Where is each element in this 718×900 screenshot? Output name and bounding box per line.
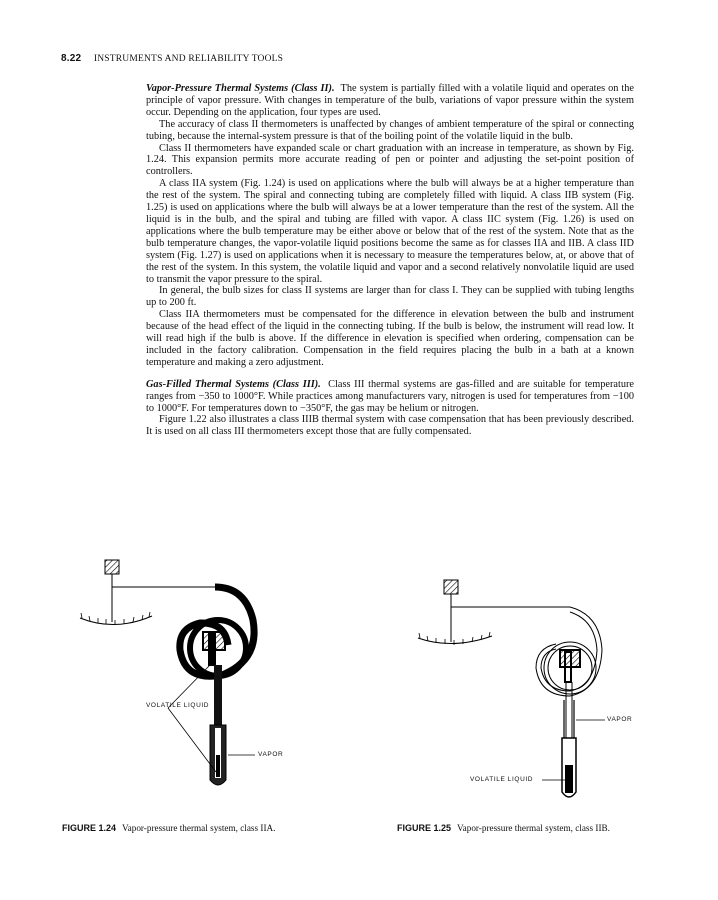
class2-paragraph-bulb-size: In general, the bulb sizes for class II systems are larger than for class I. They can be supplied with tubing lengths up to 200 ft.: [146, 285, 634, 309]
figure-1-24: [60, 550, 320, 800]
class2-paragraph-compensation: Class IIA thermometers must be compensated for the difference in elevation between the bulb and instrument because of the head effect of the liquid in the connecting tubing. If the bulb is below, the instrument will read low. It will read high if the bulb is above. If the difference in elevation is specified when ordering, compensation can be included in the factory calibration. Compensation in the field requires placing the bulb in a bath at a known temperature and making a zero adjustment.: [146, 309, 634, 368]
figure-1-24-caption: [62, 823, 275, 833]
class3-lead-text: Class III thermal systems are gas-filled and are suitable for temperature ranges from −350 to 1000°F. While practices among manufacturers vary, nitrogen is used for temperatures from −100 to 1000°F. For temperatures down to −350°F, the gas may be helium or nitrogen.: [146, 378, 634, 414]
scale-arc: [80, 616, 152, 625]
figure-1-25-caption: [397, 823, 610, 833]
running-header: [61, 53, 283, 64]
anchor-block: [444, 580, 458, 594]
figure-1-25-label: FIGURE 1.25: [397, 823, 452, 833]
class2-heading: Vapor-Pressure Thermal Systems (Class II).: [146, 83, 335, 94]
class2-lead-paragraph: [146, 83, 634, 119]
callout-vapor: VAPOR: [258, 751, 284, 758]
class2-paragraph-accuracy: The accuracy of class II thermometers is unaffected by changes of ambient temperature of the spiral or connecting tubing, because the internal-system pressure is that of the boiling point of the volatile liquid in the bulb.: [146, 118, 634, 142]
class3-paragraph-figure: Figure 1.22 also illustrates a class IIIB thermal system with case compensation that has been previously described. It is used on all class III thermometers except those that are fully compensated.: [146, 414, 634, 438]
callout-volatile-liquid: VOLATILE LIQUID: [146, 702, 210, 709]
figure-1-24-label: FIGURE 1.24: [62, 823, 117, 833]
class2-paragraph-types: A class IIA system (Fig. 1.24) is used on applications where the bulb will always be at a higher temperature than the rest of the system. The spiral and connecting tubing are completely filled with liquid. A class IIB system (Fig. 1.25) is used on applications where the bulb will always be at a lower temperature than the rest of the system. All the liquid is in the bulb, and the spiral and tubing are filled with vapor. A class IIC system (Fig. 1.26) is used on applications where the bulb temperature may be either above or below that of the rest of the system. Note that as the bulb temperature changes, the vapor-volatile liquid positions become the same as for classes IIA and IIB. A class IID system (Fig. 1.27) is used on applications when it is necessary to measure the temperatures below, at, or above that of the rest of the system. In this system, the volatile liquid and vapor and a second relatively nonvolatile liquid are used to transmit the vapor pressure to the spiral.: [146, 178, 634, 285]
figure-1-24-diagram: [60, 550, 320, 800]
body-text: [146, 83, 634, 438]
figure-1-24-caption-text: Vapor-pressure thermal system, class IIA.: [122, 823, 276, 833]
figure-1-25-diagram: [400, 570, 640, 800]
class2-paragraph-scale: Class II thermometers have expanded scale or chart graduation with an increase in temperature, as shown by Fig. 1.24. This expansion permits more accurate reading of pen or pointer and adjusting the set-point position of controllers.: [146, 142, 634, 178]
callout-vapor: VAPOR: [607, 716, 633, 723]
figure-1-25: [400, 570, 640, 800]
anchor-block: [105, 560, 119, 574]
page-number: 8.22: [61, 53, 82, 64]
callout-volatile-liquid: VOLATILE LIQUID: [470, 776, 534, 783]
class2-lead-text: The system is partially filled with a volatile liquid and operates on the principle of vapor pressure. With changes in temperature of the bulb, variations of vapor pressure within the system occur. Depending on the application, four types are used.: [146, 83, 634, 118]
class3-lead-paragraph: [146, 379, 634, 415]
figure-1-25-caption-text: Vapor-pressure thermal system, class IIB.: [457, 823, 610, 833]
class3-heading: Gas-Filled Thermal Systems (Class III).: [146, 378, 321, 390]
running-title: INSTRUMENTS AND RELIABILITY TOOLS: [93, 54, 284, 64]
